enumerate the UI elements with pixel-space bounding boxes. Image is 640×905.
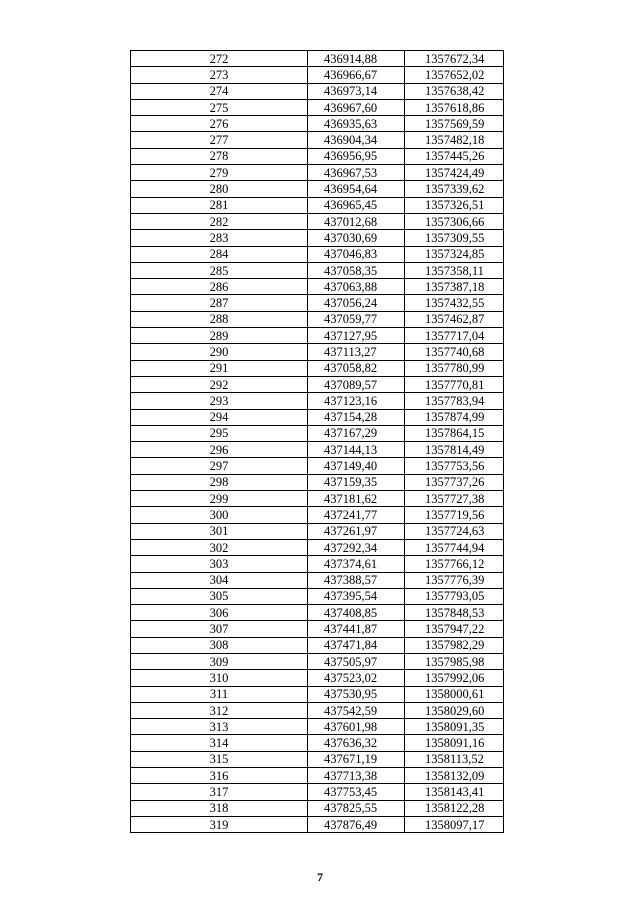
- table-row: [131, 523, 504, 539]
- table-row: [131, 686, 504, 702]
- x-coordinate-cell: 437241,77: [308, 507, 405, 523]
- x-coordinate-cell: 437261,97: [308, 523, 405, 539]
- point-number-cell: 319: [131, 816, 308, 832]
- y-coordinate-cell: 1357737,26: [405, 474, 504, 490]
- point-number-cell: 284: [131, 246, 308, 262]
- y-coordinate-cell: 1358132,09: [405, 768, 504, 784]
- x-coordinate-cell: 437505,97: [308, 653, 405, 669]
- y-coordinate-cell: 1357874,99: [405, 409, 504, 425]
- table-row: [131, 279, 504, 295]
- table-row: [131, 328, 504, 344]
- x-coordinate-cell: 437181,62: [308, 491, 405, 507]
- table-row: [131, 474, 504, 490]
- point-number-cell: 291: [131, 360, 308, 376]
- table-row: [131, 246, 504, 262]
- y-coordinate-cell: 1357309,55: [405, 230, 504, 246]
- table-row: [131, 295, 504, 311]
- point-number-cell: 285: [131, 262, 308, 278]
- table-row: [131, 702, 504, 718]
- x-coordinate-cell: 437144,13: [308, 442, 405, 458]
- x-coordinate-cell: 437876,49: [308, 816, 405, 832]
- point-number-cell: 304: [131, 572, 308, 588]
- table-row: [131, 181, 504, 197]
- x-coordinate-cell: 437523,02: [308, 670, 405, 686]
- y-coordinate-cell: 1357814,49: [405, 442, 504, 458]
- table-row: [131, 507, 504, 523]
- y-coordinate-cell: 1357324,85: [405, 246, 504, 262]
- point-number-cell: 288: [131, 311, 308, 327]
- y-coordinate-cell: 1358122,28: [405, 800, 504, 816]
- y-coordinate-cell: 1357717,04: [405, 328, 504, 344]
- point-number-cell: 313: [131, 719, 308, 735]
- y-coordinate-cell: 1357719,56: [405, 507, 504, 523]
- point-number-cell: 303: [131, 556, 308, 572]
- table-row: [131, 132, 504, 148]
- y-coordinate-cell: 1357780,99: [405, 360, 504, 376]
- point-number-cell: 293: [131, 393, 308, 409]
- table-row: [131, 491, 504, 507]
- point-number-cell: 315: [131, 751, 308, 767]
- point-number-cell: 309: [131, 653, 308, 669]
- coordinates-table: [130, 50, 504, 833]
- point-number-cell: 295: [131, 425, 308, 441]
- x-coordinate-cell: 437542,59: [308, 702, 405, 718]
- point-number-cell: 278: [131, 148, 308, 164]
- table-row: [131, 670, 504, 686]
- x-coordinate-cell: 437123,16: [308, 393, 405, 409]
- table-row: [131, 409, 504, 425]
- x-coordinate-cell: 437089,57: [308, 376, 405, 392]
- point-number-cell: 305: [131, 588, 308, 604]
- y-coordinate-cell: 1357326,51: [405, 197, 504, 213]
- y-coordinate-cell: 1358091,16: [405, 735, 504, 751]
- x-coordinate-cell: 436904,34: [308, 132, 405, 148]
- x-coordinate-cell: 437127,95: [308, 328, 405, 344]
- table-row: [131, 311, 504, 327]
- point-number-cell: 280: [131, 181, 308, 197]
- x-coordinate-cell: 436956,95: [308, 148, 405, 164]
- table-row: [131, 376, 504, 392]
- y-coordinate-cell: 1357793,05: [405, 588, 504, 604]
- x-coordinate-cell: 436967,53: [308, 165, 405, 181]
- x-coordinate-cell: 436935,63: [308, 116, 405, 132]
- x-coordinate-cell: 436914,88: [308, 51, 405, 67]
- point-number-cell: 275: [131, 99, 308, 115]
- table-row: [131, 344, 504, 360]
- point-number-cell: 294: [131, 409, 308, 425]
- point-number-cell: 316: [131, 768, 308, 784]
- table-row: [131, 425, 504, 441]
- point-number-cell: 314: [131, 735, 308, 751]
- y-coordinate-cell: 1357618,86: [405, 99, 504, 115]
- y-coordinate-cell: 1357672,34: [405, 51, 504, 67]
- point-number-cell: 297: [131, 458, 308, 474]
- table-row: [131, 572, 504, 588]
- table-row: [131, 262, 504, 278]
- table-row: [131, 800, 504, 816]
- point-number-cell: 298: [131, 474, 308, 490]
- point-number-cell: 286: [131, 279, 308, 295]
- table-row: [131, 556, 504, 572]
- table-row: [131, 719, 504, 735]
- y-coordinate-cell: 1357727,38: [405, 491, 504, 507]
- point-number-cell: 290: [131, 344, 308, 360]
- y-coordinate-cell: 1357753,56: [405, 458, 504, 474]
- point-number-cell: 292: [131, 376, 308, 392]
- x-coordinate-cell: 437292,34: [308, 539, 405, 555]
- x-coordinate-cell: 437012,68: [308, 213, 405, 229]
- table-row: [131, 653, 504, 669]
- y-coordinate-cell: 1357848,53: [405, 605, 504, 621]
- y-coordinate-cell: 1357982,29: [405, 637, 504, 653]
- point-number-cell: 276: [131, 116, 308, 132]
- y-coordinate-cell: 1357766,12: [405, 556, 504, 572]
- x-coordinate-cell: 437159,35: [308, 474, 405, 490]
- point-number-cell: 302: [131, 539, 308, 555]
- y-coordinate-cell: 1357985,98: [405, 653, 504, 669]
- y-coordinate-cell: 1357462,87: [405, 311, 504, 327]
- table-row: [131, 116, 504, 132]
- point-number-cell: 301: [131, 523, 308, 539]
- y-coordinate-cell: 1357306,66: [405, 213, 504, 229]
- point-number-cell: 296: [131, 442, 308, 458]
- point-number-cell: 282: [131, 213, 308, 229]
- y-coordinate-cell: 1357387,18: [405, 279, 504, 295]
- x-coordinate-cell: 437753,45: [308, 784, 405, 800]
- point-number-cell: 306: [131, 605, 308, 621]
- coordinates-table-body: [131, 51, 504, 833]
- x-coordinate-cell: 437388,57: [308, 572, 405, 588]
- x-coordinate-cell: 437059,77: [308, 311, 405, 327]
- point-number-cell: 287: [131, 295, 308, 311]
- table-row: [131, 816, 504, 832]
- point-number-cell: 300: [131, 507, 308, 523]
- y-coordinate-cell: 1357783,94: [405, 393, 504, 409]
- y-coordinate-cell: 1357864,15: [405, 425, 504, 441]
- y-coordinate-cell: 1358097,17: [405, 816, 504, 832]
- y-coordinate-cell: 1357744,94: [405, 539, 504, 555]
- point-number-cell: 299: [131, 491, 308, 507]
- table-row: [131, 213, 504, 229]
- x-coordinate-cell: 437671,19: [308, 751, 405, 767]
- x-coordinate-cell: 437058,35: [308, 262, 405, 278]
- y-coordinate-cell: 1357445,26: [405, 148, 504, 164]
- table-row: [131, 442, 504, 458]
- x-coordinate-cell: 437408,85: [308, 605, 405, 621]
- point-number-cell: 272: [131, 51, 308, 67]
- y-coordinate-cell: 1357652,02: [405, 67, 504, 83]
- table-row: [131, 83, 504, 99]
- y-coordinate-cell: 1357724,63: [405, 523, 504, 539]
- y-coordinate-cell: 1358091,35: [405, 719, 504, 735]
- x-coordinate-cell: 437395,54: [308, 588, 405, 604]
- table-row: [131, 165, 504, 181]
- point-number-cell: 308: [131, 637, 308, 653]
- x-coordinate-cell: 437167,29: [308, 425, 405, 441]
- y-coordinate-cell: 1357339,62: [405, 181, 504, 197]
- x-coordinate-cell: 437441,87: [308, 621, 405, 637]
- table-row: [131, 605, 504, 621]
- x-coordinate-cell: 436965,45: [308, 197, 405, 213]
- x-coordinate-cell: 437530,95: [308, 686, 405, 702]
- x-coordinate-cell: 437063,88: [308, 279, 405, 295]
- x-coordinate-cell: 437471,84: [308, 637, 405, 653]
- x-coordinate-cell: 436954,64: [308, 181, 405, 197]
- table-row: [131, 751, 504, 767]
- x-coordinate-cell: 437058,82: [308, 360, 405, 376]
- x-coordinate-cell: 436966,67: [308, 67, 405, 83]
- table-row: [131, 637, 504, 653]
- y-coordinate-cell: 1357424,49: [405, 165, 504, 181]
- table-row: [131, 784, 504, 800]
- point-number-cell: 289: [131, 328, 308, 344]
- table-row: [131, 197, 504, 213]
- point-number-cell: 274: [131, 83, 308, 99]
- x-coordinate-cell: 437030,69: [308, 230, 405, 246]
- point-number-cell: 307: [131, 621, 308, 637]
- x-coordinate-cell: 437825,55: [308, 800, 405, 816]
- point-number-cell: 317: [131, 784, 308, 800]
- x-coordinate-cell: 437056,24: [308, 295, 405, 311]
- y-coordinate-cell: 1358113,52: [405, 751, 504, 767]
- x-coordinate-cell: 436973,14: [308, 83, 405, 99]
- point-number-cell: 281: [131, 197, 308, 213]
- table-row: [131, 99, 504, 115]
- x-coordinate-cell: 437046,83: [308, 246, 405, 262]
- x-coordinate-cell: 436967,60: [308, 99, 405, 115]
- table-row: [131, 230, 504, 246]
- table-row: [131, 67, 504, 83]
- y-coordinate-cell: 1357770,81: [405, 376, 504, 392]
- y-coordinate-cell: 1357482,18: [405, 132, 504, 148]
- table-row: [131, 539, 504, 555]
- x-coordinate-cell: 437374,61: [308, 556, 405, 572]
- y-coordinate-cell: 1357947,22: [405, 621, 504, 637]
- point-number-cell: 283: [131, 230, 308, 246]
- y-coordinate-cell: 1357740,68: [405, 344, 504, 360]
- table-row: [131, 588, 504, 604]
- y-coordinate-cell: 1358000,61: [405, 686, 504, 702]
- y-coordinate-cell: 1357358,11: [405, 262, 504, 278]
- table-row: [131, 735, 504, 751]
- point-number-cell: 310: [131, 670, 308, 686]
- x-coordinate-cell: 437713,38: [308, 768, 405, 784]
- y-coordinate-cell: 1358029,60: [405, 702, 504, 718]
- x-coordinate-cell: 437149,40: [308, 458, 405, 474]
- point-number-cell: 311: [131, 686, 308, 702]
- page-number: 7: [317, 870, 323, 884]
- point-number-cell: 273: [131, 67, 308, 83]
- x-coordinate-cell: 437154,28: [308, 409, 405, 425]
- table-row: [131, 51, 504, 67]
- y-coordinate-cell: 1357432,55: [405, 295, 504, 311]
- point-number-cell: 277: [131, 132, 308, 148]
- table-row: [131, 393, 504, 409]
- y-coordinate-cell: 1358143,41: [405, 784, 504, 800]
- table-row: [131, 458, 504, 474]
- x-coordinate-cell: 437601,98: [308, 719, 405, 735]
- y-coordinate-cell: 1357776,39: [405, 572, 504, 588]
- y-coordinate-cell: 1357992,06: [405, 670, 504, 686]
- table-row: [131, 148, 504, 164]
- table-row: [131, 768, 504, 784]
- table-row: [131, 621, 504, 637]
- x-coordinate-cell: 437113,27: [308, 344, 405, 360]
- point-number-cell: 279: [131, 165, 308, 181]
- y-coordinate-cell: 1357638,42: [405, 83, 504, 99]
- y-coordinate-cell: 1357569,59: [405, 116, 504, 132]
- x-coordinate-cell: 437636,32: [308, 735, 405, 751]
- point-number-cell: 312: [131, 702, 308, 718]
- table-row: [131, 360, 504, 376]
- point-number-cell: 318: [131, 800, 308, 816]
